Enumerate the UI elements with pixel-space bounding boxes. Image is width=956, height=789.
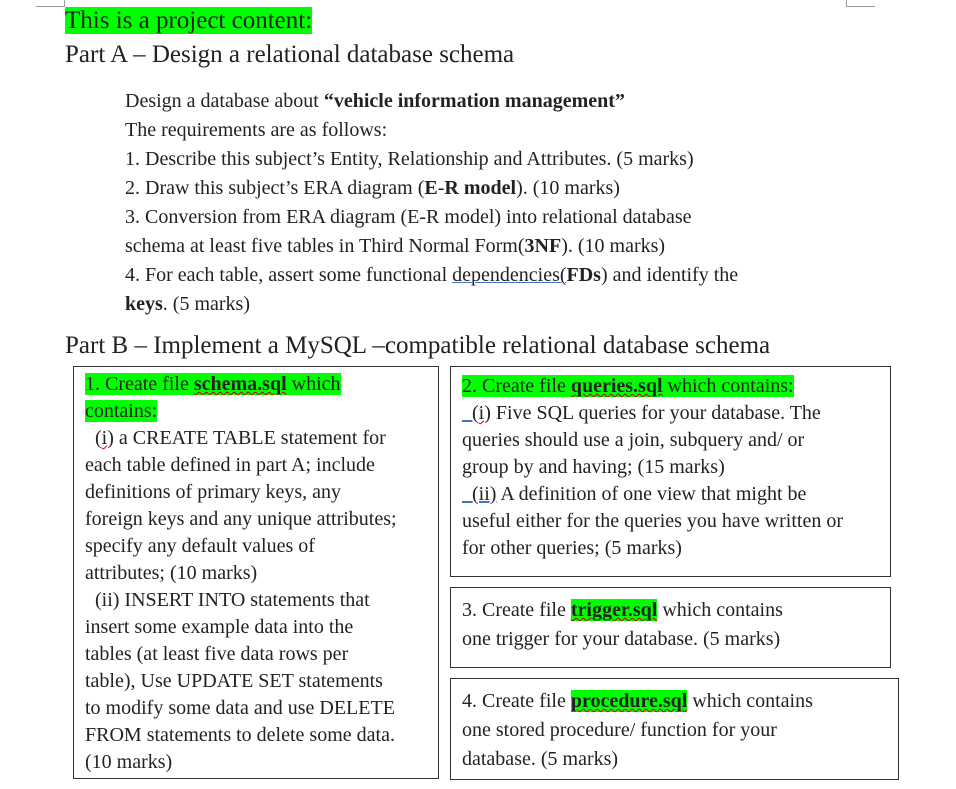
box1-line1-text: ) a CREATE TABLE statement for: [107, 427, 386, 449]
intro-heading: [65, 6, 312, 36]
req2-marks: ). (10 marks): [516, 177, 620, 199]
box3-heading-contains: which contains: [657, 599, 783, 621]
box2-line-6: for other queries; (5 marks): [462, 537, 682, 559]
box1-line-7: (ii) INSERT INTO statements that: [85, 589, 370, 611]
box2-line4-text: A definition of one view that might be: [496, 483, 807, 505]
req2-bold-e: E: [424, 177, 438, 199]
part-b-title: Part B – Implement a MySQL –compatible relational database schema: [65, 332, 771, 359]
box1-line-8: insert some example data into the: [85, 616, 354, 638]
box1-heading-text: 1. Create file: [85, 373, 194, 395]
req3-marks: ). (10 marks): [561, 235, 666, 257]
box1-line-2: each table defined in part A; include: [85, 454, 375, 476]
box1-heading-line1: [85, 371, 438, 398]
box1-line-13: (10 marks): [85, 751, 173, 773]
box1-line-10: table), Use UPDATE SET statements: [85, 670, 383, 692]
box1-heading-line2: [85, 398, 438, 425]
box2-line-2: queries should use a join, subquery and/ or: [462, 429, 805, 451]
box4-heading: [462, 687, 898, 716]
box2-line-4: [462, 481, 890, 508]
requirement-4-line2: [125, 290, 250, 319]
req3-text: schema at least five tables in Third Normal Form(: [125, 235, 525, 257]
requirement-3-line1: 3. Conversion from ERA diagram (E-R model) into relational database: [125, 206, 692, 228]
design-prefix: Design a database about: [125, 90, 324, 112]
box1-heading-contains: contains:: [85, 400, 158, 422]
box2-heading-contains: which contains:: [662, 375, 794, 397]
req2-dash: -: [437, 177, 445, 199]
box1-heading-highlight: [85, 373, 341, 395]
box3-line-2: one trigger for your database. (5 marks): [462, 628, 781, 650]
req2-text: 2. Draw this subject’s ERA diagram (: [125, 177, 425, 199]
box1-line-11: to modify some data and use DELETE: [85, 697, 395, 719]
box2-filename: queries.sql: [570, 375, 663, 397]
box4-filename: procedure.sql: [570, 690, 688, 712]
box2-line-5: useful either for the queries you have written or: [462, 510, 843, 532]
box2-roman-ii: (ii): [462, 483, 497, 505]
requirement-3-line2: [125, 232, 665, 261]
req4-rest: ) and identify the: [600, 264, 739, 286]
requirement-4-line1: [125, 261, 738, 290]
box3-filename: trigger.sql: [570, 599, 658, 621]
box1-roman-i: i: [101, 427, 108, 449]
box2-line-3: group by and having; (15 marks): [462, 456, 725, 478]
req4-marks: . (5 marks): [162, 293, 250, 315]
box4-line-3: database. (5 marks): [462, 748, 619, 770]
req4-text: 4. For each table, assert some functional: [125, 264, 453, 286]
box4-heading-text: 4. Create file: [462, 690, 571, 712]
requirement-2: [125, 174, 620, 203]
design-topic: “vehicle information management”: [323, 90, 625, 112]
box1-line-4: foreign keys and any unique attributes;: [85, 508, 397, 530]
box1-paren: (: [85, 427, 102, 449]
box4-line-2: one stored procedure/ function for your: [462, 719, 777, 741]
box3-heading-text: 3. Create file: [462, 599, 571, 621]
req4-dependencies: dependencies(: [452, 264, 567, 286]
box2-heading-text: 2. Create file: [462, 375, 571, 397]
box1-line-6: attributes; (10 marks): [85, 562, 258, 584]
box1-line-9: tables (at least five data rows per: [85, 643, 349, 665]
page-corner-mark-left: [36, 0, 65, 7]
intro-label: This is a project content:: [65, 7, 313, 34]
box-queries-sql: [450, 366, 891, 577]
box1-filename: schema.sql: [193, 373, 287, 395]
box2-line1-text: ) Five SQL queries for your database. The: [484, 402, 821, 424]
page-corner-mark-right: [846, 0, 875, 7]
req3-bold-3nf: 3NF: [524, 235, 562, 257]
requirement-1: 1. Describe this subject’s Entity, Relationship and Attributes. (5 marks): [125, 148, 694, 170]
box1-line-12: FROM statements to delete some data.: [85, 724, 395, 746]
design-line: [125, 87, 625, 116]
part-a-title: Part A – Design a relational database schema: [65, 41, 515, 68]
box-procedure-sql: [450, 678, 899, 780]
box2-heading: [462, 373, 890, 400]
box4-heading-contains: which contains: [687, 690, 813, 712]
box1-line-5: specify any default values of: [85, 535, 315, 557]
box1-heading-which: which: [286, 373, 341, 395]
req4-bold-keys: keys: [125, 293, 163, 315]
box-trigger-sql: [450, 587, 891, 668]
box2-paren: (: [462, 402, 479, 424]
req4-bold-fds: FDs: [566, 264, 601, 286]
box2-heading-highlight: [462, 375, 794, 397]
box3-heading: [462, 596, 890, 625]
box1-line-1: [85, 425, 438, 452]
box-schema-sql: [73, 366, 439, 779]
req2-bold-r-model: R model: [444, 177, 517, 199]
box2-roman-i: i: [478, 402, 485, 424]
requirements-line: The requirements are as follows:: [125, 119, 388, 141]
box2-line-1: [462, 400, 890, 427]
box1-line-3: definitions of primary keys, any: [85, 481, 342, 503]
